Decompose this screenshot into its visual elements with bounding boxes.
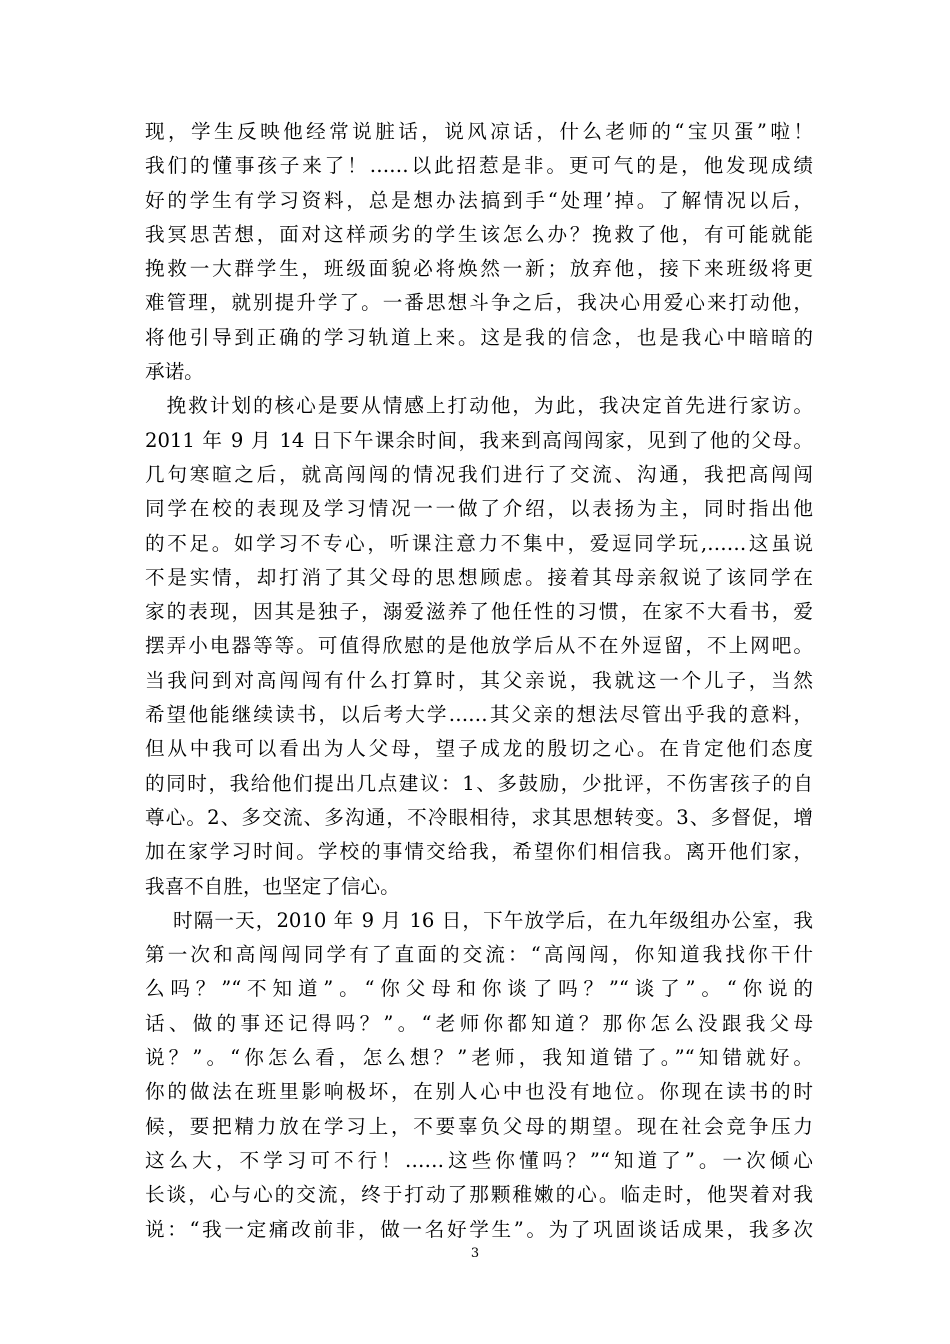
text-line: 话、做的事还记得吗？”。“老师你都知道？那你怎么没跟我父母 — [145, 1011, 813, 1035]
text-line: 我冥思苦想，面对这样顽劣的学生该怎么办？挽救了他，有可能就能 — [145, 222, 813, 246]
text-line: 好的学生有学习资料，总是想办法搞到手“处理’掉。了解情况以后， — [145, 188, 813, 212]
text-line: 说：“我一定痛改前非，做一名好学生”。为了巩固谈话成果，我多次 — [145, 1217, 813, 1241]
text-line: 挽救一大群学生，班级面貌必将焕然一新；放弃他，接下来班级将更 — [145, 257, 813, 281]
text-line: 几句寒暄之后，就高闯闯的情况我们进行了交流、沟通，我把高闯闯 — [145, 462, 813, 486]
page-number: 3 — [470, 1246, 480, 1261]
text-line: 同学在校的表现及学习情况一一做了介绍，以表扬为主，同时指出他 — [145, 497, 813, 521]
text-line: 你的做法在班里影响极坏，在别人心中也没有地位。你现在读书的时 — [145, 1080, 813, 1104]
text-line: 希望他能继续读书，以后考大学……其父亲的想法尽管出乎我的意料， — [145, 703, 813, 727]
text-line: 2011 年 9 月 14 日下午课余时间，我来到高闯闯家，见到了他的父母。 — [145, 428, 813, 452]
text-line: 现，学生反映他经常说脏话，说风凉话，什么老师的“宝贝蛋”啦！ — [145, 120, 813, 143]
text-line: 长谈，心与心的交流，终于打动了那颗稚嫩的心。临走时，他哭着对我 — [145, 1183, 813, 1207]
text-line: 摆弄小电器等等。可值得欣慰的是他放学后从不在外逗留，不上网吧。 — [145, 634, 813, 658]
text-line: 候，要把精力放在学习上，不要辜负父母的期望。现在社会竞争压力 — [145, 1114, 813, 1138]
text-line: 承诺。 — [145, 360, 204, 384]
text-line: 将他引导到正确的学习轨道上来。这是我的信念，也是我心中暗暗的 — [145, 325, 813, 349]
text-line: 不是实情，却打消了其父母的思想顾虑。接着其母亲叙说了该同学在 — [145, 565, 813, 589]
text-line: 尊心。2、多交流、多沟通，不冷眼相待，求其思想转变。3、多督促，增 — [145, 805, 813, 829]
text-line: 的不足。如学习不专心，听课注意力不集中，爱逗同学玩,……这虽说 — [145, 531, 813, 555]
text-line: 时隔一天，2010 年 9 月 16 日，下午放学后，在九年级组办公室，我 — [145, 908, 813, 932]
text-line: 第一次和高闯闯同学有了直面的交流：“高闯闯，你知道我找你干什 — [145, 943, 813, 967]
text-line: 的同时，我给他们提出几点建议：1、多鼓励，少批评，不伤害孩子的自 — [145, 771, 813, 795]
text-line: 么吗？”“不知道”。“你父母和你谈了吗？”“谈了”。“你说的 — [145, 977, 813, 1001]
body-text — [145, 115, 813, 1247]
text-line: 当我问到对高闯闯有什么打算时，其父亲说，我就这一个儿子，当然 — [145, 668, 813, 692]
text-line: 加在家学习时间。学校的事情交给我，希望你们相信我。离开他们家， — [145, 840, 813, 864]
text-line: 家的表现，因其是独子，溺爱滋养了他任性的习惯，在家不大看书，爱 — [145, 600, 813, 624]
text-line: 挽救计划的核心是要从情感上打动他，为此，我决定首先进行家访。 — [145, 394, 813, 418]
text-line: 但从中我可以看出为人父母，望子成龙的殷切之心。在肯定他们态度 — [145, 737, 813, 761]
text-line: 难管理，就别提升学了。一番思想斗争之后，我决心用爱心来打动他， — [145, 291, 813, 315]
text-line: 说？”。“你怎么看，怎么想？”老师，我知道错了。”“知错就好。 — [145, 1046, 813, 1070]
text-line: 我喜不自胜，也坚定了信心。 — [145, 874, 400, 898]
text-line: 我们的懂事孩子来了！……以此招惹是非。更可气的是，他发现成绩 — [145, 154, 813, 178]
text-line: 这么大，不学习可不行！……这些你懂吗？”“知道了”。一次倾心 — [145, 1148, 813, 1172]
